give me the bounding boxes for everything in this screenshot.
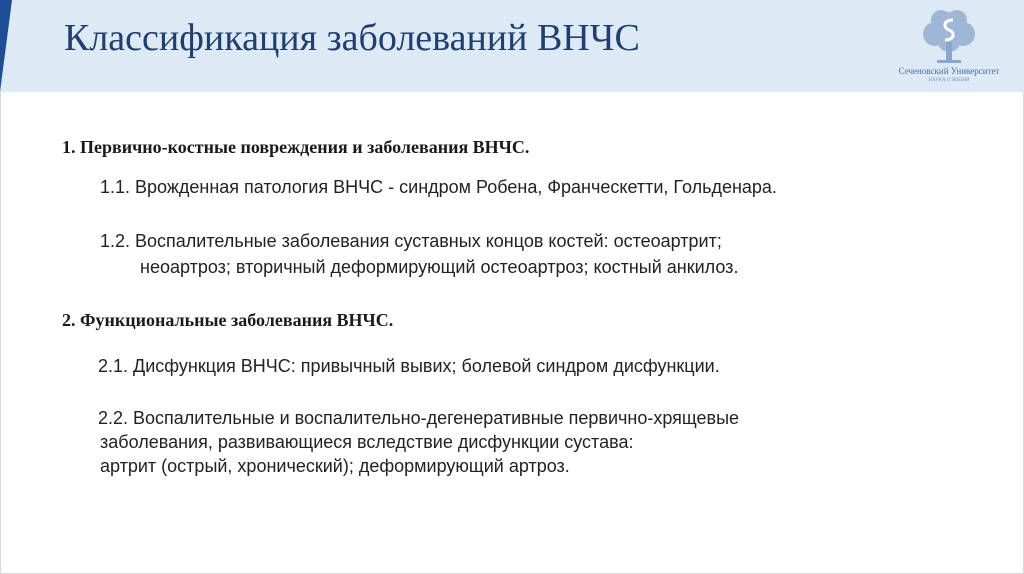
section-2-item-2-line-1: 2.2. Воспалительные и воспалительно-дегенеративные первично-хрящевые — [98, 408, 740, 428]
section-2-heading: 2. Функциональные заболевания ВНЧС. — [62, 310, 394, 330]
page-title: Классификация заболеваний ВНЧС — [64, 17, 640, 59]
logo-motto: НАУКА О ЖИЗНИ — [928, 78, 970, 83]
header-bar — [0, 0, 1024, 92]
accent-stripe — [0, 0, 12, 92]
university-logo — [893, 8, 1005, 88]
section-2-item-2-line-2: заболевания, развивающиеся вследствие дисфункции сустава: — [100, 432, 634, 452]
logo-name: Сеченовский Университет — [898, 66, 1000, 76]
section-1-item-2-line-1: 1.2. Воспалительные заболевания суставных концов костей: остеоартрит; — [100, 231, 722, 251]
section-1-item-2-line-2: неоартроз; вторичный деформирующий остеоартроз; костный анкилоз. — [140, 257, 739, 277]
section-2-item-1: 2.1. Дисфункция ВНЧС: привычный вывих; болевой синдром дисфункции. — [98, 356, 720, 376]
section-2-item-2-line-3: артрит (острый, хронический); деформирующий артроз. — [100, 456, 570, 476]
section-1-heading: 1. Первично-костные повреждения и заболевания ВНЧС. — [62, 137, 530, 157]
tree-caduceus-icon — [915, 8, 983, 66]
section-1-item-1: 1.1. Врожденная патология ВНЧС - синдром Робена, Франческетти, Гольденара. — [100, 177, 777, 197]
